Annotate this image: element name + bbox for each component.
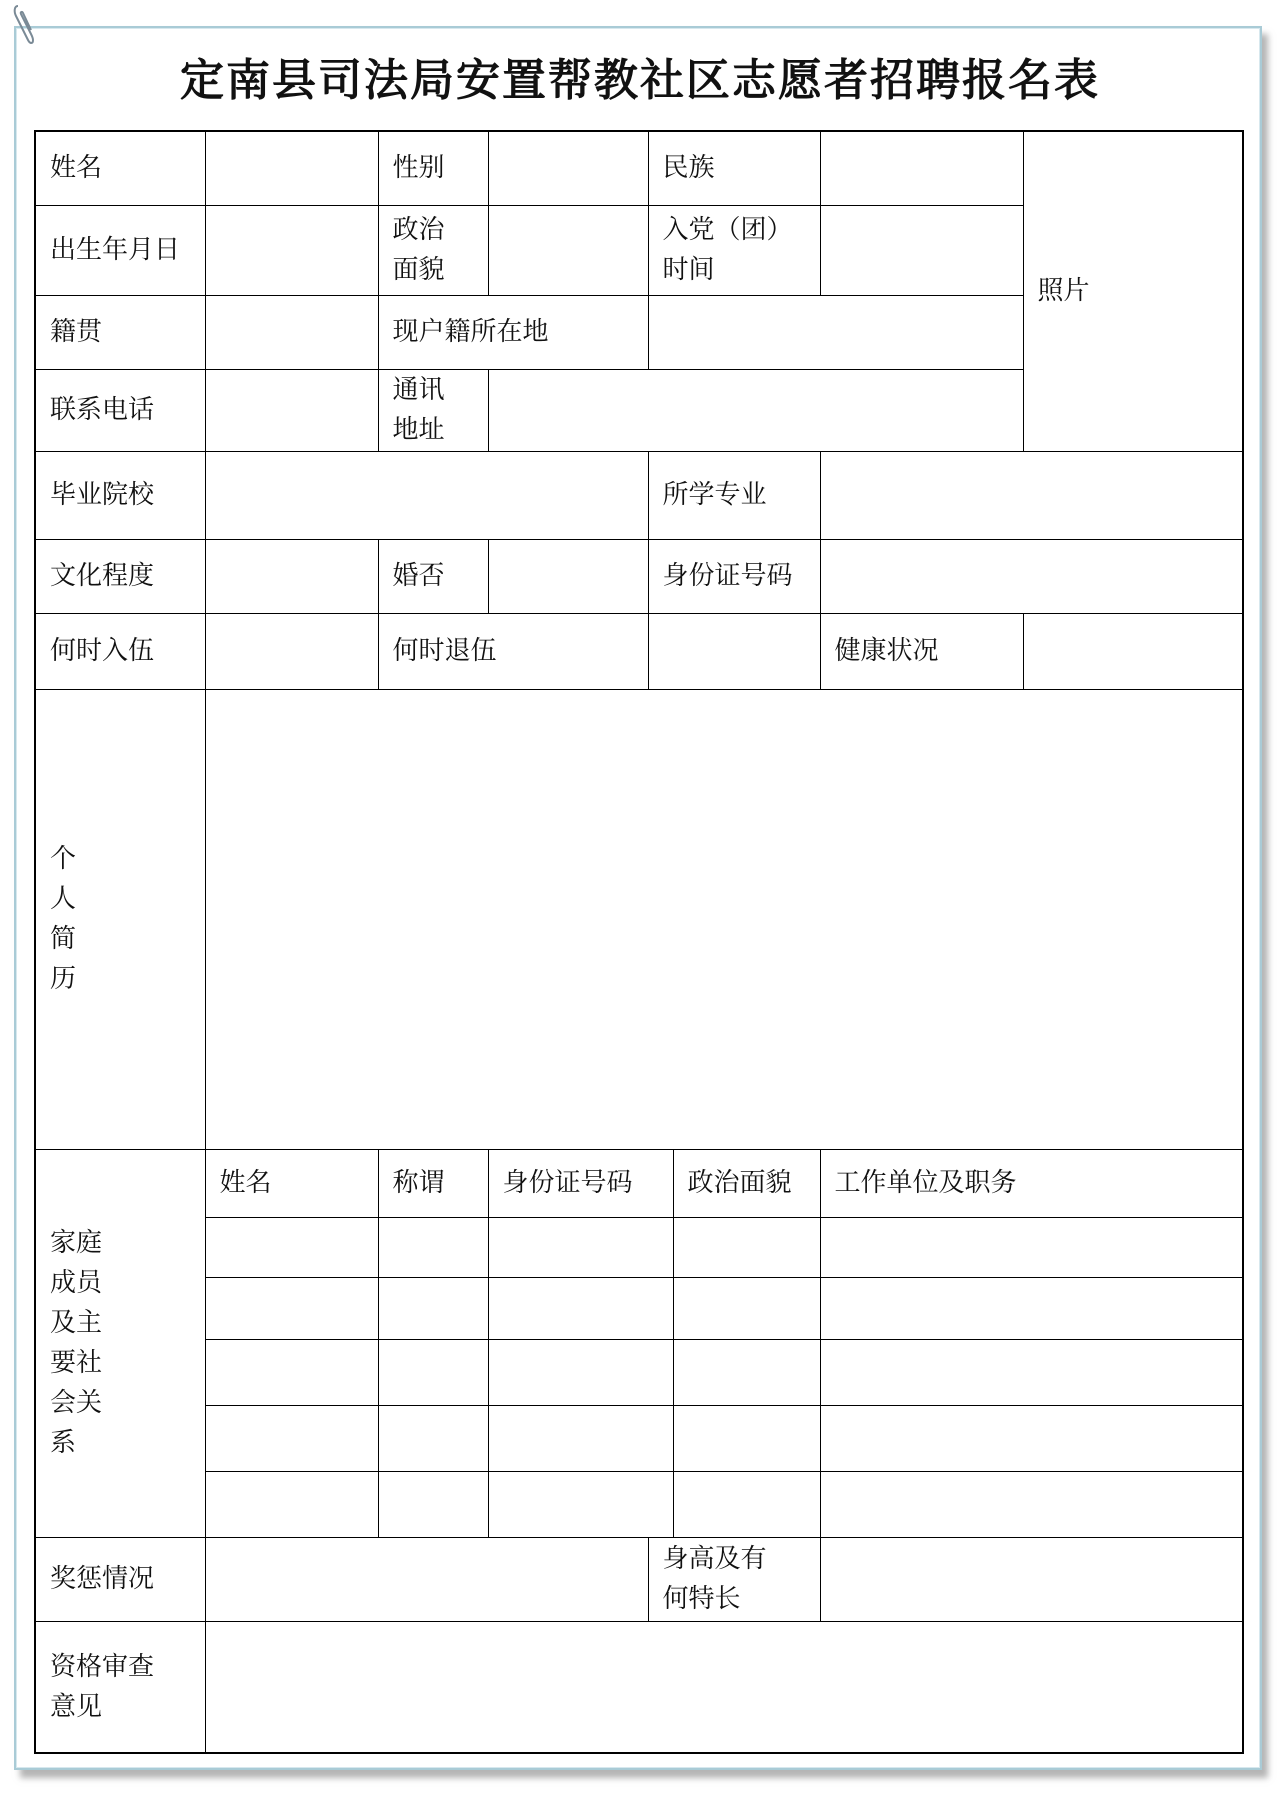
family-header-political: 政治面貌 xyxy=(673,1149,820,1217)
label-ethnicity: 民族 xyxy=(648,131,820,205)
family-id-cell[interactable] xyxy=(488,1405,673,1471)
label-birth-date: 出生年月日 xyxy=(35,205,205,295)
family-political-cell[interactable] xyxy=(673,1471,820,1537)
paperclip-icon xyxy=(12,4,34,48)
table-row xyxy=(35,1405,1243,1471)
label-political-status: 政治 面貌 xyxy=(378,205,488,295)
family-name-cell[interactable] xyxy=(205,1405,378,1471)
resume-field[interactable] xyxy=(205,689,1243,1149)
family-work-cell[interactable] xyxy=(820,1217,1243,1277)
id-number-field[interactable] xyxy=(820,539,1243,613)
political-status-field[interactable] xyxy=(488,205,648,295)
label-review: 资格审查 意见 xyxy=(35,1621,205,1753)
address-field[interactable] xyxy=(488,369,1023,451)
family-id-cell[interactable] xyxy=(488,1339,673,1405)
enlist-time-field[interactable] xyxy=(205,613,378,689)
education-field[interactable] xyxy=(205,539,378,613)
label-marital: 婚否 xyxy=(378,539,488,613)
table-row xyxy=(35,1339,1243,1405)
gender-field[interactable] xyxy=(488,131,648,205)
family-id-cell[interactable] xyxy=(488,1217,673,1277)
family-political-cell[interactable] xyxy=(673,1405,820,1471)
family-relation-cell[interactable] xyxy=(378,1277,488,1339)
party-join-time-field[interactable] xyxy=(820,205,1023,295)
label-photo: 照片 xyxy=(1037,276,1090,307)
birth-date-field[interactable] xyxy=(205,205,378,295)
label-gender: 性别 xyxy=(378,131,488,205)
label-family: 家庭 成员 及主 要社 会关 系 xyxy=(35,1149,205,1537)
label-native-place: 籍贯 xyxy=(35,295,205,369)
form-title: 定南县司法局安置帮教社区志愿者招聘报名表 xyxy=(180,55,1100,106)
label-education: 文化程度 xyxy=(35,539,205,613)
label-name: 姓名 xyxy=(35,131,205,205)
family-name-cell[interactable] xyxy=(205,1471,378,1537)
family-work-cell[interactable] xyxy=(820,1277,1243,1339)
family-work-cell[interactable] xyxy=(820,1405,1243,1471)
label-awards: 奖惩情况 xyxy=(35,1537,205,1621)
native-place-field[interactable] xyxy=(205,295,378,369)
family-political-cell[interactable] xyxy=(673,1277,820,1339)
family-id-cell[interactable] xyxy=(488,1471,673,1537)
family-header-relation: 称谓 xyxy=(378,1149,488,1217)
family-relation-cell[interactable] xyxy=(378,1217,488,1277)
family-header-name: 姓名 xyxy=(205,1149,378,1217)
family-header-id: 身份证号码 xyxy=(488,1149,673,1217)
registration-form-table xyxy=(34,130,1244,1754)
family-relation-cell[interactable] xyxy=(378,1405,488,1471)
family-political-cell[interactable] xyxy=(673,1217,820,1277)
family-political-cell[interactable] xyxy=(673,1339,820,1405)
label-resume: 个 人 简 历 xyxy=(35,689,205,1149)
label-address: 通讯 地址 xyxy=(378,369,488,451)
awards-field[interactable] xyxy=(205,1537,648,1621)
label-height-skills: 身高及有 何特长 xyxy=(648,1537,820,1621)
family-name-cell[interactable] xyxy=(205,1277,378,1339)
household-location-field[interactable] xyxy=(648,295,1023,369)
family-work-cell[interactable] xyxy=(820,1471,1243,1537)
label-enlist-time: 何时入伍 xyxy=(35,613,205,689)
family-name-cell[interactable] xyxy=(205,1217,378,1277)
height-skills-field[interactable] xyxy=(820,1537,1243,1621)
major-field[interactable] xyxy=(820,451,1243,539)
marital-field[interactable] xyxy=(488,539,648,613)
label-phone: 联系电话 xyxy=(35,369,205,451)
label-household-location: 现户籍所在地 xyxy=(378,295,648,369)
discharge-time-field[interactable] xyxy=(648,613,820,689)
health-field[interactable] xyxy=(1023,613,1243,689)
family-header-work: 工作单位及职务 xyxy=(820,1149,1243,1217)
label-school: 毕业院校 xyxy=(35,451,205,539)
label-party-join-time: 入党（团） 时间 xyxy=(648,205,820,295)
family-relation-cell[interactable] xyxy=(378,1471,488,1537)
table-row xyxy=(35,1471,1243,1537)
name-field[interactable] xyxy=(205,131,378,205)
family-relation-cell[interactable] xyxy=(378,1339,488,1405)
review-field[interactable] xyxy=(205,1621,1243,1753)
photo-box[interactable] xyxy=(1023,131,1243,451)
family-id-cell[interactable] xyxy=(488,1277,673,1339)
label-discharge-time: 何时退伍 xyxy=(378,613,648,689)
phone-field[interactable] xyxy=(205,369,378,451)
ethnicity-field[interactable] xyxy=(820,131,1023,205)
family-work-cell[interactable] xyxy=(820,1339,1243,1405)
school-field[interactable] xyxy=(205,451,648,539)
label-health: 健康状况 xyxy=(820,613,1023,689)
table-row xyxy=(35,1277,1243,1339)
label-id-number: 身份证号码 xyxy=(648,539,820,613)
family-name-cell[interactable] xyxy=(205,1339,378,1405)
table-row xyxy=(35,1217,1243,1277)
label-major: 所学专业 xyxy=(648,451,820,539)
